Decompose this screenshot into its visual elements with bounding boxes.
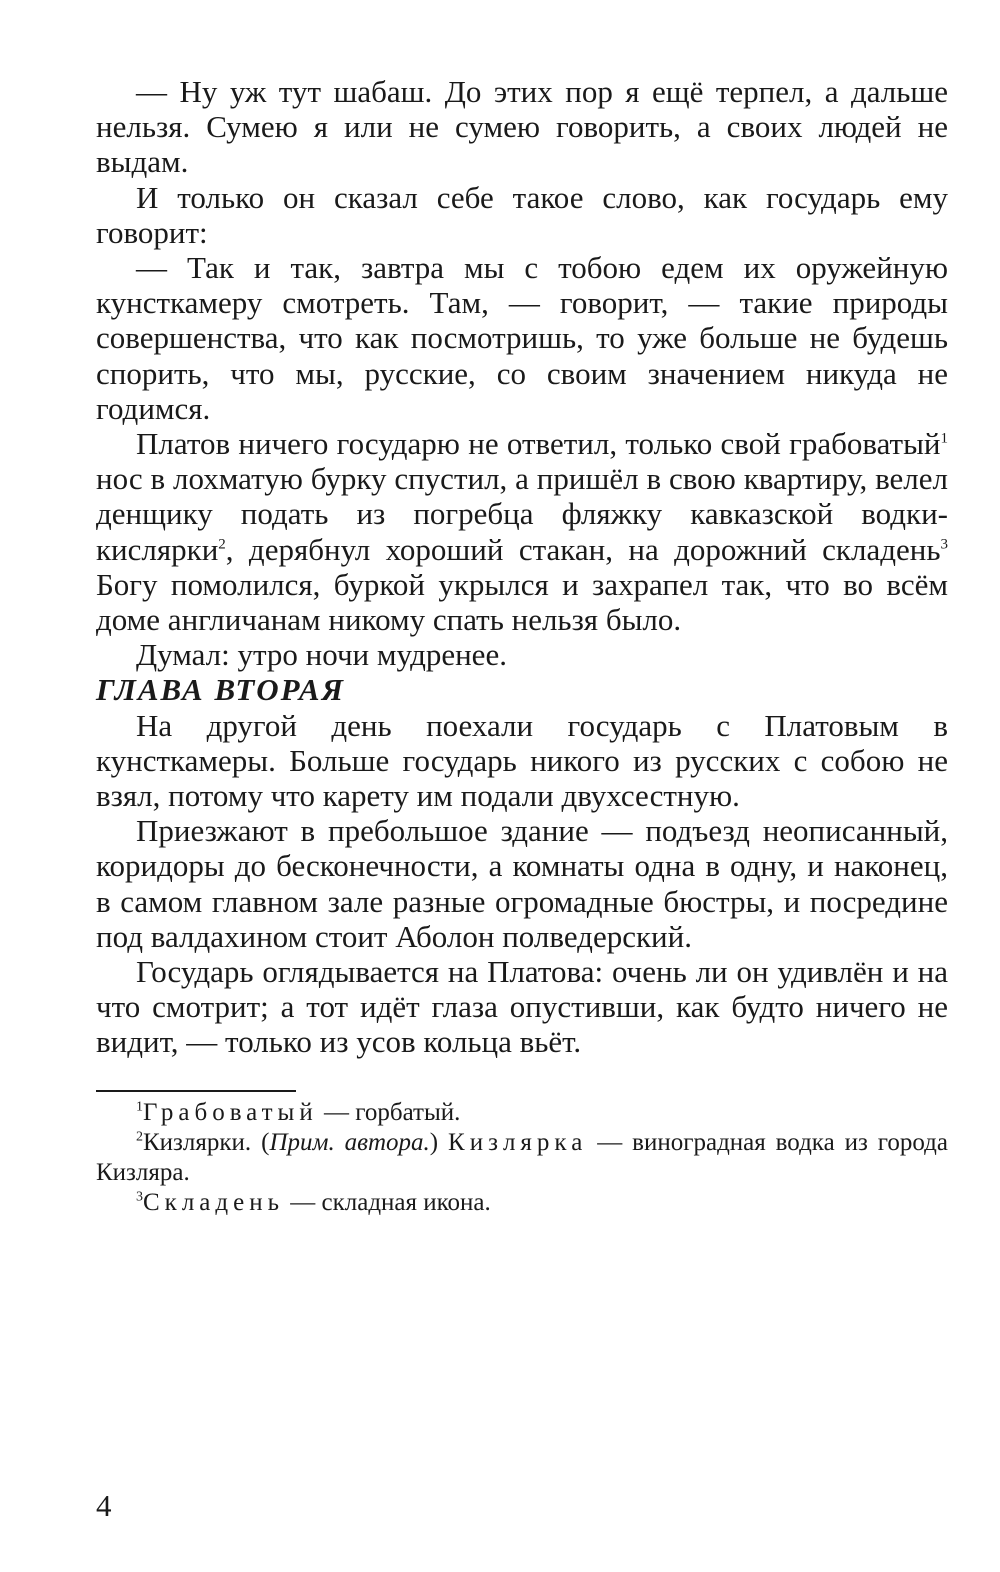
footnote-text: — горбатый. xyxy=(317,1098,461,1126)
paragraph: — Ну уж тут шабаш. До этих пор я ещё терпел, а дальше нельзя. Сумею я или не сумею говорить, а своих людей не выдам. xyxy=(96,74,948,180)
footnote xyxy=(96,1098,948,1128)
footnote xyxy=(96,1188,948,1218)
footnote-text: — виноградная водка из города Кизляра. xyxy=(96,1128,948,1186)
footnote xyxy=(96,1128,948,1188)
footnote-text: — складная икона. xyxy=(284,1188,491,1216)
paragraph: На другой день поехали государь с Платовым в кунсткамеры. Больше государь никого из русских с собою не взял, потому что карету им подали двухсестную. xyxy=(96,707,948,814)
chapter-title: ГЛАВА ВТОРАЯ xyxy=(96,672,345,708)
text-run: Платов ничего государю не ответил, только свой грабоватый xyxy=(136,426,941,462)
paragraph: — Так и так, завтра мы с тобою едем их оружейную кунсткамеру смотреть. Там, — говорит, — такие природы совершенства, что как посмотришь, то уже больше не будешь спорить, что мы, русские, со своим значением никуда не годимся. xyxy=(96,250,948,426)
text-run: , дерябнул хороший стакан, на дорожний складень xyxy=(225,531,941,567)
footnote-close: ) xyxy=(429,1128,449,1156)
footnote-term: Кизлярка xyxy=(448,1128,588,1156)
footnote-number: 3 xyxy=(136,1189,143,1205)
footnote-number: 1 xyxy=(136,1099,143,1115)
paragraph: Думал: утро ночи мудренее. xyxy=(136,637,507,673)
paragraph xyxy=(96,426,948,637)
footnote-divider xyxy=(96,1090,296,1092)
footnotes xyxy=(96,1098,948,1218)
paragraph: Приезжают в пребольшое здание — подъезд неописанный, коридоры до бесконечности, а комнаты одна в одну, и наконец, в самом главном зале разные огромадные бюстры, и посредине под валдахином стоит Аболон полведерский. xyxy=(96,813,948,954)
footnote-ref: 2 xyxy=(218,536,226,553)
paragraph: И только он сказал себе такое слово, как государь ему говорит: xyxy=(96,179,948,250)
footnote-author-note: Прим. автора. xyxy=(269,1128,430,1156)
paragraph: Государь оглядывается на Платова: очень ли он удивлён и на что смотрит; а тот идёт глаза опустивши, как будто ничего не видит, — только из усов кольца вьёт. xyxy=(96,954,948,1060)
main-text xyxy=(96,74,948,1060)
footnote-number: 2 xyxy=(136,1129,143,1145)
footnote-term: Грабоватый xyxy=(143,1098,318,1126)
text-run: нос в лохматую бурку спустил, а пришёл в свою квартиру, велел денщику подать из погребца фляжку кавказской водки-кислярки xyxy=(96,461,948,567)
footnote-lead: Кизлярки. ( xyxy=(143,1128,270,1156)
footnote-ref: 1 xyxy=(940,430,948,447)
page-number: 4 xyxy=(96,1488,112,1523)
footnote-ref: 3 xyxy=(940,536,948,553)
footnote-term: Складень xyxy=(143,1188,284,1216)
text-run: Богу помолился, буркой укрылся и захрапел так, что во всём доме англичанам никому спать нельзя было. xyxy=(96,566,948,638)
